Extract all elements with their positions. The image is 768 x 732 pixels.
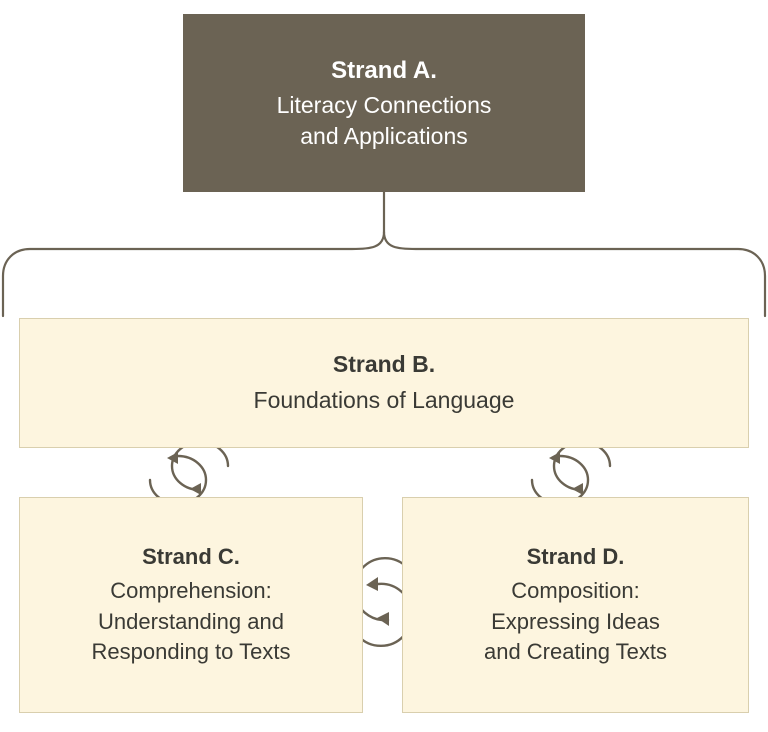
node-strand-b	[19, 318, 749, 448]
bracket-right-arm	[384, 232, 765, 316]
cycle-arrow-b-c	[150, 442, 228, 504]
node-strand-a-subtitle-line-2: and Applications	[300, 122, 468, 149]
cycle-arrow-b-d	[532, 442, 610, 504]
node-strand-d-subtitle-line-2: Expressing Ideas	[491, 608, 660, 634]
node-strand-a-title: Strand A.	[331, 56, 437, 84]
node-strand-c	[19, 497, 363, 713]
node-strand-b-subtitle: Foundations of Language	[253, 387, 515, 413]
node-strand-d-title: Strand D.	[526, 543, 625, 569]
bracket-left-arm	[3, 232, 384, 316]
node-strand-b-title: Strand B.	[332, 351, 436, 378]
node-strand-d	[402, 497, 749, 713]
node-strand-c-subtitle-line-2: Understanding and	[98, 608, 284, 634]
node-strand-c-subtitle-line-3: Responding to Texts	[91, 638, 291, 664]
node-strand-d-subtitle-line-3: and Creating Texts	[483, 638, 668, 664]
node-strand-a	[183, 14, 585, 192]
node-strand-c-subtitle-line-1: Comprehension:	[110, 578, 272, 604]
node-strand-c-title: Strand C.	[142, 543, 240, 569]
node-strand-d-subtitle-line-1: Composition:	[511, 578, 640, 604]
node-strand-a-subtitle-line-1: Literacy Connections	[276, 92, 492, 119]
